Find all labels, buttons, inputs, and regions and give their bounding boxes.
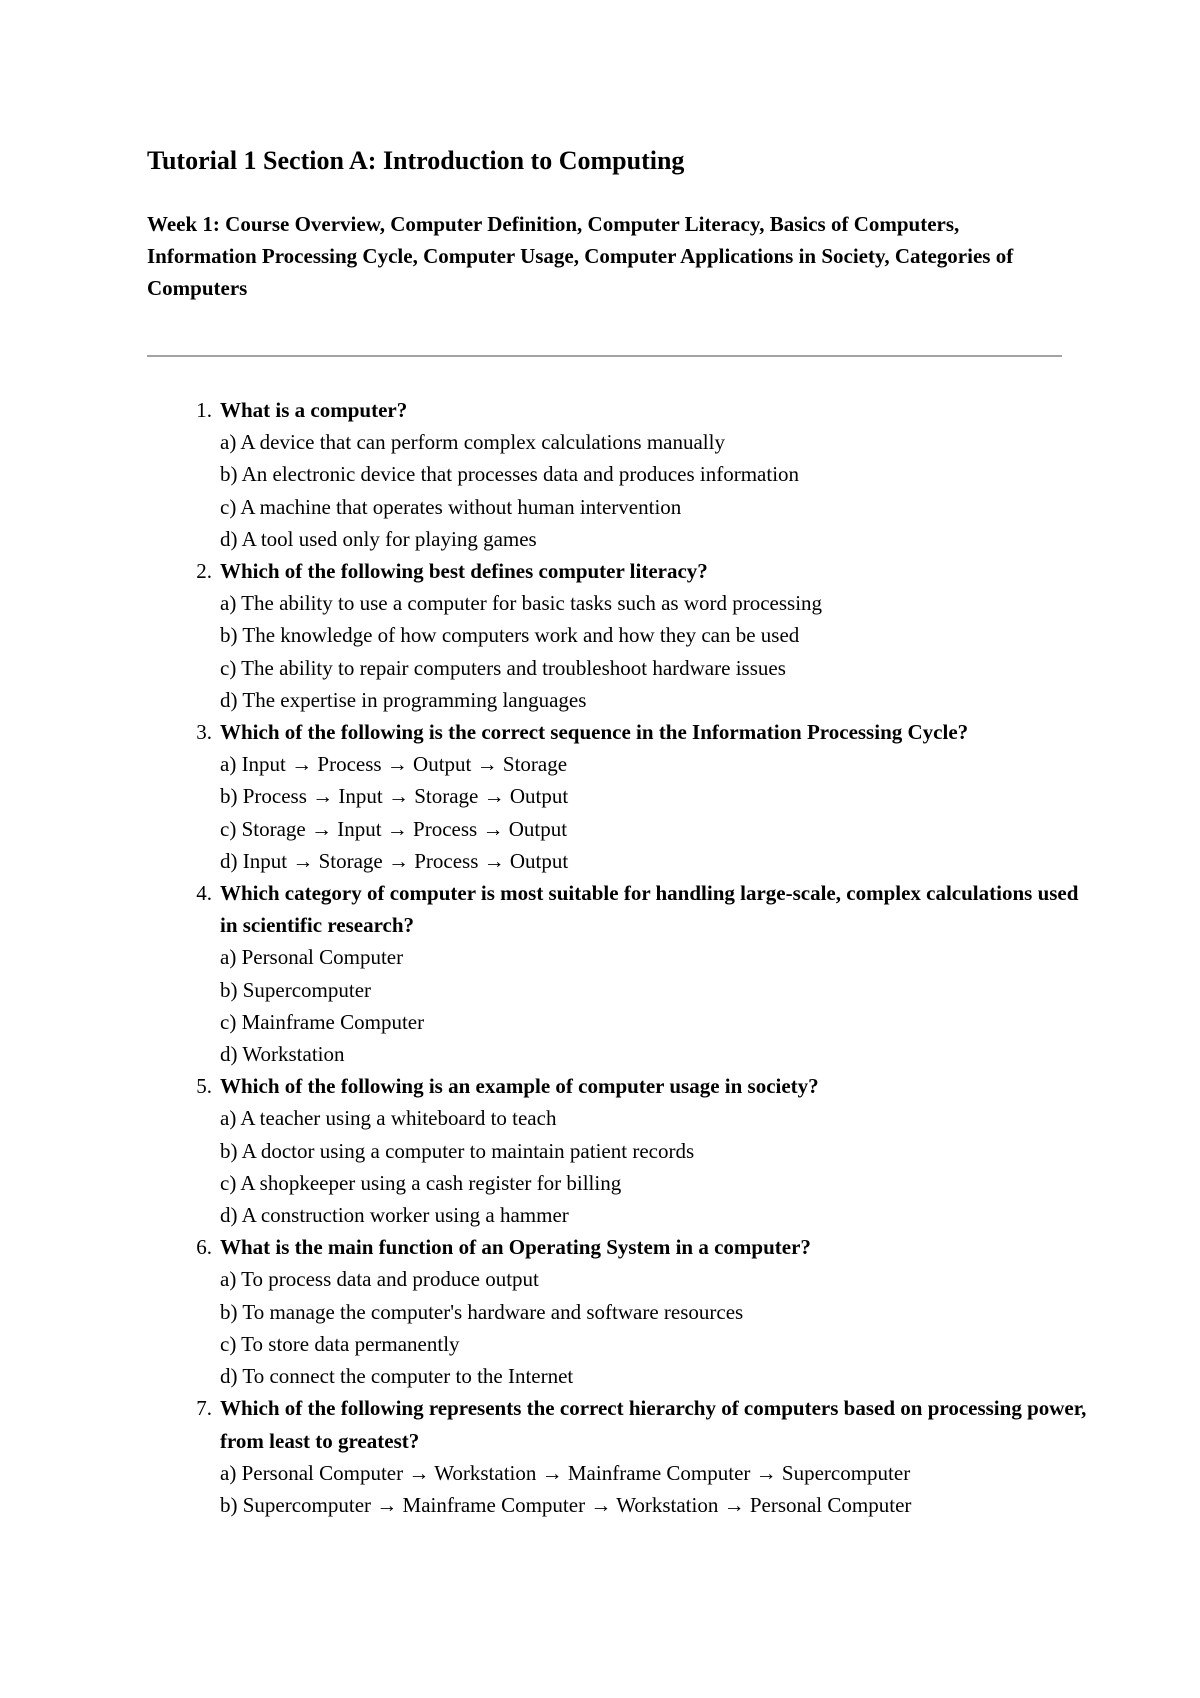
question-item [196, 555, 1090, 716]
question-text: Which of the following is the correct sequence in the Information Processing Cycle? [220, 720, 969, 745]
answer-option: b) An electronic device that processes data and produces information [220, 462, 800, 487]
document-title: Tutorial 1 Section A: Introduction to Computing [147, 146, 685, 175]
question-text: Which of the following is an example of computer usage in society? [220, 1074, 819, 1099]
horizontal-divider [147, 355, 1062, 357]
question-text: Which of the following represents the correct hierarchy of computers based on processing power, from least to greatest? [220, 1396, 1087, 1453]
answer-option: c) A machine that operates without human intervention [220, 494, 682, 519]
answer-option: b) Supercomputer [220, 977, 372, 1002]
week-subtitle: Week 1: Course Overview, Computer Definition, Computer Literacy, Basics of Computers, Information Processing Cycle, Computer Usage, Computer Applications in Society, Categories of Computers [147, 212, 1014, 300]
question-list [196, 394, 1090, 1521]
answer-option: b) A doctor using a computer to maintain patient records [220, 1138, 695, 1163]
answer-option: a) To process data and produce output [220, 1267, 539, 1292]
question-number: 4. [196, 881, 212, 906]
answer-option: a) A teacher using a whiteboard to teach [220, 1106, 557, 1131]
question-text: What is the main function of an Operating System in a computer? [220, 1235, 811, 1260]
question-number: 6. [196, 1235, 212, 1260]
question-number: 3. [196, 720, 212, 745]
question-text: Which of the following best defines computer literacy? [220, 559, 708, 584]
question-text: Which category of computer is most suitable for handling large-scale, complex calculations used in scientific research? [220, 881, 1079, 938]
answer-option: b) The knowledge of how computers work and how they can be used [220, 623, 800, 648]
question-number: 5. [196, 1074, 212, 1099]
answer-option: c) To store data permanently [220, 1331, 460, 1356]
question-text: What is a computer? [220, 398, 408, 422]
answer-option: a) The ability to use a computer for basic tasks such as word processing [220, 591, 823, 616]
question-item [196, 716, 1090, 877]
question-item [196, 394, 1090, 555]
answer-option: c) The ability to repair computers and troubleshoot hardware issues [220, 655, 786, 680]
answer-option: d) A construction worker using a hammer [220, 1203, 569, 1228]
question-number: 1. [196, 398, 212, 422]
answer-option: d) Workstation [220, 1042, 345, 1067]
answer-option: b) Supercomputer → Mainframe Computer → Workstation → Personal Computer [220, 1492, 912, 1517]
answer-option: c) Mainframe Computer [220, 1009, 425, 1034]
answer-option: d) To connect the computer to the Internet [220, 1364, 574, 1389]
question-number: 2. [196, 559, 212, 584]
answer-option: d) A tool used only for playing games [220, 526, 537, 551]
answer-option: b) To manage the computer's hardware and software resources [220, 1299, 744, 1324]
question-item [196, 1392, 1090, 1521]
answer-option: b) Process → Input → Storage → Output [220, 784, 569, 809]
answer-option: a) Input → Process → Output → Storage [220, 752, 568, 777]
answer-option: c) A shopkeeper using a cash register for billing [220, 1170, 622, 1195]
question-item [196, 1231, 1090, 1392]
answer-option: c) Storage → Input → Process → Output [220, 816, 568, 841]
answer-option: d) Input → Storage → Process → Output [220, 848, 569, 873]
question-number: 7. [196, 1396, 212, 1421]
answer-option: d) The expertise in programming languages [220, 687, 587, 712]
answer-option: a) Personal Computer → Workstation → Mainframe Computer → Supercomputer [220, 1460, 911, 1485]
question-item [196, 1070, 1090, 1231]
answer-option: a) Personal Computer [220, 945, 404, 970]
answer-option: a) A device that can perform complex calculations manually [220, 430, 725, 455]
question-item [196, 877, 1090, 1070]
